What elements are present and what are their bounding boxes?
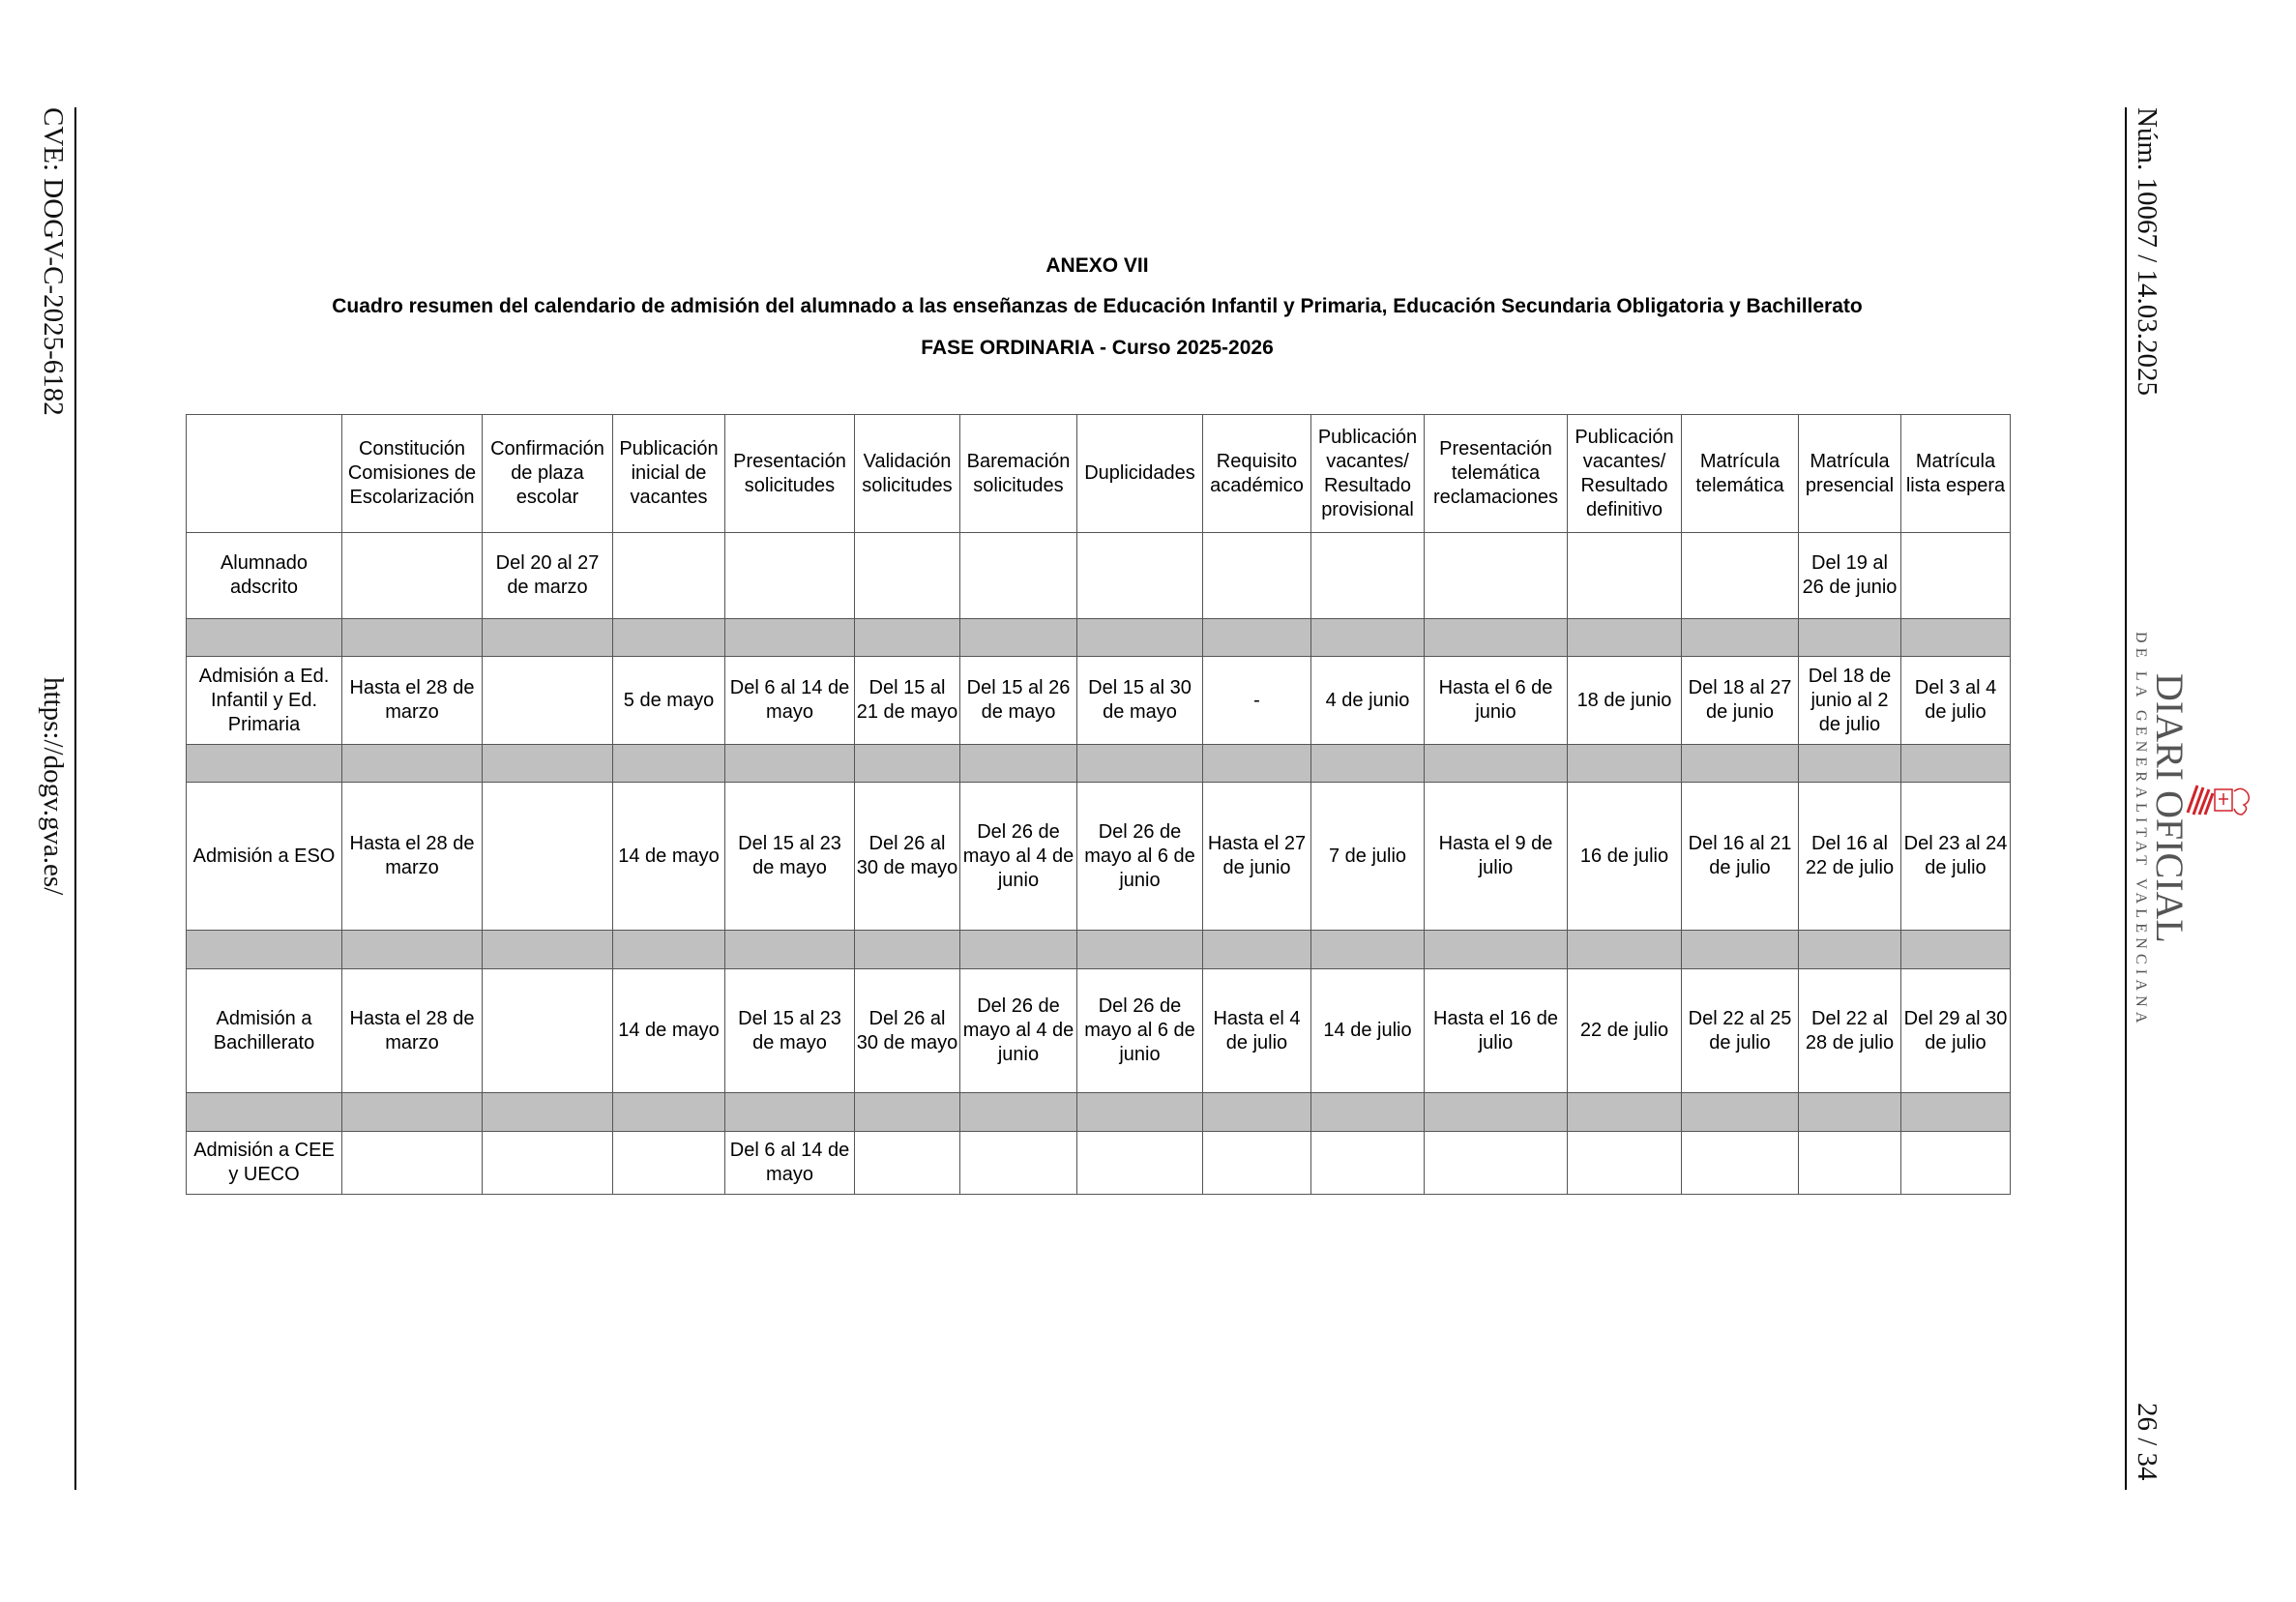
separator-cell	[1077, 1093, 1203, 1132]
column-header: Requisito académico	[1203, 415, 1311, 533]
separator-cell	[960, 619, 1077, 657]
table-cell	[1568, 533, 1682, 619]
separator-cell	[342, 745, 483, 783]
table-cell	[855, 1132, 960, 1195]
table-cell	[1568, 1132, 1682, 1195]
table-cell	[342, 533, 483, 619]
separator-cell	[1682, 619, 1799, 657]
separator-cell	[1425, 745, 1568, 783]
table-row	[187, 1132, 2011, 1195]
separator-cell	[1901, 1093, 2011, 1132]
separator-cell	[1901, 931, 2011, 969]
table-row	[187, 969, 2011, 1093]
separator-cell	[1311, 1093, 1425, 1132]
table-cell: Hasta el 4 de julio	[1203, 969, 1311, 1093]
table-cell: Del 3 al 4 de julio	[1901, 657, 2011, 745]
table-row	[187, 783, 2011, 931]
table-cell: Del 15 al 23 de mayo	[725, 969, 855, 1093]
generalitat-emblem-icon	[2186, 784, 2253, 816]
table-cell	[1901, 1132, 2011, 1195]
table-cell	[855, 533, 960, 619]
separator-cell	[1203, 619, 1311, 657]
table-cell: Del 23 al 24 de julio	[1901, 783, 2011, 931]
row-label-cell: Admisión a ESO	[187, 783, 342, 931]
separator-row	[187, 745, 2011, 783]
separator-cell	[483, 619, 613, 657]
table-cell	[960, 1132, 1077, 1195]
separator-cell	[725, 619, 855, 657]
column-header: Matrícula lista espera	[1901, 415, 2011, 533]
separator-row	[187, 619, 2011, 657]
separator-cell	[1568, 619, 1682, 657]
separator-cell	[1311, 619, 1425, 657]
table-cell: Del 26 al 30 de mayo	[855, 783, 960, 931]
separator-cell	[1425, 1093, 1568, 1132]
table-cell: Del 19 al 26 de junio	[1799, 533, 1901, 619]
separator-cell	[342, 931, 483, 969]
table-cell: Del 26 al 30 de mayo	[855, 969, 960, 1093]
separator-cell	[1203, 931, 1311, 969]
table-cell: Del 15 al 23 de mayo	[725, 783, 855, 931]
annex-title: ANEXO VII	[1045, 254, 1149, 277]
separator-cell	[1203, 1093, 1311, 1132]
table-cell	[613, 533, 725, 619]
separator-cell	[1077, 931, 1203, 969]
column-header: Constitución Comisiones de Escolarización	[342, 415, 483, 533]
table-cell: 4 de junio	[1311, 657, 1425, 745]
table-cell	[483, 783, 613, 931]
table-cell	[1203, 533, 1311, 619]
table-cell: 7 de julio	[1311, 783, 1425, 931]
separator-row	[187, 1093, 2011, 1132]
table-cell: Del 26 de mayo al 4 de junio	[960, 783, 1077, 931]
separator-cell	[1077, 619, 1203, 657]
table-cell	[960, 533, 1077, 619]
column-header: Publicación vacantes/ Resultado provisional	[1311, 415, 1425, 533]
column-header: Baremación solicitudes	[960, 415, 1077, 533]
table-cell: Hasta el 9 de julio	[1425, 783, 1568, 931]
row-label-cell: Alumnado adscrito	[187, 533, 342, 619]
separator-cell	[1799, 745, 1901, 783]
table-cell	[1425, 1132, 1568, 1195]
dogv-url[interactable]: https://dogv.gva.es/	[38, 677, 69, 896]
phase-title: FASE ORDINARIA - Curso 2025-2026	[921, 337, 1274, 359]
separator-cell	[613, 1093, 725, 1132]
row-label-cell: Admisión a Bachillerato	[187, 969, 342, 1093]
table-cell: 22 de julio	[1568, 969, 1682, 1093]
separator-cell	[187, 1093, 342, 1132]
header-row	[187, 415, 2011, 533]
table-cell	[1077, 1132, 1203, 1195]
row-label-cell: Admisión a CEE y UECO	[187, 1132, 342, 1195]
row-label-cell	[187, 415, 342, 533]
separator-cell	[483, 745, 613, 783]
table-cell: 14 de julio	[1311, 969, 1425, 1093]
separator-cell	[1568, 745, 1682, 783]
separator-cell	[1901, 745, 2011, 783]
table-cell: Del 15 al 21 de mayo	[855, 657, 960, 745]
logo-subtitle: DE LA GENERALITAT VALENCIANA	[2133, 632, 2149, 1028]
table-cell: Del 15 al 30 de mayo	[1077, 657, 1203, 745]
issue-number-date: Núm. 10067 / 14.03.2025	[2132, 107, 2163, 397]
separator-cell	[1799, 619, 1901, 657]
table-cell: Del 29 al 30 de julio	[1901, 969, 2011, 1093]
table-cell: Del 15 al 26 de mayo	[960, 657, 1077, 745]
diari-oficial-logo	[2128, 629, 2263, 1028]
column-header: Duplicidades	[1077, 415, 1203, 533]
cve-code: CVE: DOGV-C-2025-6182	[38, 107, 69, 416]
separator-cell	[960, 745, 1077, 783]
separator-cell	[1311, 931, 1425, 969]
table-cell: Hasta el 28 de marzo	[342, 783, 483, 931]
table-cell	[1799, 1132, 1901, 1195]
column-header: Presentación telemática reclamaciones	[1425, 415, 1568, 533]
separator-cell	[855, 745, 960, 783]
separator-cell	[187, 745, 342, 783]
table-cell	[1682, 1132, 1799, 1195]
table-row	[187, 657, 2011, 745]
table-cell	[1682, 533, 1799, 619]
table-cell: Del 26 de mayo al 4 de junio	[960, 969, 1077, 1093]
column-header: Confirmación de plaza escolar	[483, 415, 613, 533]
separator-cell	[725, 931, 855, 969]
table-row	[187, 533, 2011, 619]
table-cell: Del 16 al 21 de julio	[1682, 783, 1799, 931]
separator-cell	[613, 931, 725, 969]
separator-cell	[1568, 931, 1682, 969]
separator-cell	[1682, 745, 1799, 783]
table-cell	[1077, 533, 1203, 619]
column-header: Matrícula presencial	[1799, 415, 1901, 533]
separator-cell	[1682, 1093, 1799, 1132]
column-header: Validación solicitudes	[855, 415, 960, 533]
separator-cell	[855, 931, 960, 969]
table-cell	[483, 657, 613, 745]
table-cell: Hasta el 16 de julio	[1425, 969, 1568, 1093]
left-margin-rule	[74, 107, 76, 1490]
separator-cell	[187, 619, 342, 657]
admission-calendar-table	[186, 414, 2011, 1195]
table-cell: 18 de junio	[1568, 657, 1682, 745]
column-header: Publicación inicial de vacantes	[613, 415, 725, 533]
table-cell: Del 18 de junio al 2 de julio	[1799, 657, 1901, 745]
table-cell: Del 16 al 22 de julio	[1799, 783, 1901, 931]
separator-cell	[613, 619, 725, 657]
separator-row	[187, 931, 2011, 969]
separator-cell	[1799, 931, 1901, 969]
separator-cell	[960, 931, 1077, 969]
table-cell	[1311, 533, 1425, 619]
table-cell: Hasta el 6 de junio	[1425, 657, 1568, 745]
column-header: Presentación solicitudes	[725, 415, 855, 533]
separator-cell	[483, 931, 613, 969]
row-label-cell: Admisión a Ed. Infantil y Ed. Primaria	[187, 657, 342, 745]
table-cell: 16 de julio	[1568, 783, 1682, 931]
table-cell: Del 26 de mayo al 6 de junio	[1077, 969, 1203, 1093]
table-cell: Hasta el 27 de junio	[1203, 783, 1311, 931]
logo-title: DIARI OFICIAL	[2148, 673, 2192, 943]
table-cell	[1311, 1132, 1425, 1195]
separator-cell	[1425, 619, 1568, 657]
column-header: Publicación vacantes/ Resultado definitivo	[1568, 415, 1682, 533]
table-cell	[613, 1132, 725, 1195]
annex-subtitle: Cuadro resumen del calendario de admisión del alumnado a las enseñanzas de Educación Infantil y Primaria, Educación Secundaria Obligatoria y Bachillerato	[332, 295, 1863, 317]
table-cell	[1901, 533, 2011, 619]
separator-cell	[483, 1093, 613, 1132]
table-cell	[342, 1132, 483, 1195]
table-cell: Del 18 al 27 de junio	[1682, 657, 1799, 745]
separator-cell	[342, 1093, 483, 1132]
table-cell: Hasta el 28 de marzo	[342, 969, 483, 1093]
separator-cell	[1901, 619, 2011, 657]
table-cell: Del 22 al 25 de julio	[1682, 969, 1799, 1093]
table-cell	[483, 1132, 613, 1195]
separator-cell	[1311, 745, 1425, 783]
separator-cell	[1203, 745, 1311, 783]
table-cell: Hasta el 28 de marzo	[342, 657, 483, 745]
separator-cell	[725, 1093, 855, 1132]
separator-cell	[1799, 1093, 1901, 1132]
right-margin-rule	[2125, 107, 2127, 1490]
table-cell: Del 20 al 27 de marzo	[483, 533, 613, 619]
separator-cell	[342, 619, 483, 657]
separator-cell	[1425, 931, 1568, 969]
separator-cell	[1568, 1093, 1682, 1132]
separator-cell	[1682, 931, 1799, 969]
table-cell: Del 22 al 28 de julio	[1799, 969, 1901, 1093]
column-header: Matrícula telemática	[1682, 415, 1799, 533]
separator-cell	[1077, 745, 1203, 783]
table-cell: Del 6 al 14 de mayo	[725, 1132, 855, 1195]
separator-cell	[725, 745, 855, 783]
table-cell: Del 26 de mayo al 6 de junio	[1077, 783, 1203, 931]
separator-cell	[613, 745, 725, 783]
separator-cell	[960, 1093, 1077, 1132]
separator-cell	[855, 1093, 960, 1132]
separator-cell	[187, 931, 342, 969]
table-cell: 14 de mayo	[613, 783, 725, 931]
table-cell: -	[1203, 657, 1311, 745]
table-cell: 5 de mayo	[613, 657, 725, 745]
separator-cell	[855, 619, 960, 657]
table-cell	[1203, 1132, 1311, 1195]
table-cell	[725, 533, 855, 619]
table-cell: 14 de mayo	[613, 969, 725, 1093]
table-cell: Del 6 al 14 de mayo	[725, 657, 855, 745]
page-number: 26 / 34	[2132, 1403, 2163, 1481]
table-cell	[483, 969, 613, 1093]
table-cell	[1425, 533, 1568, 619]
